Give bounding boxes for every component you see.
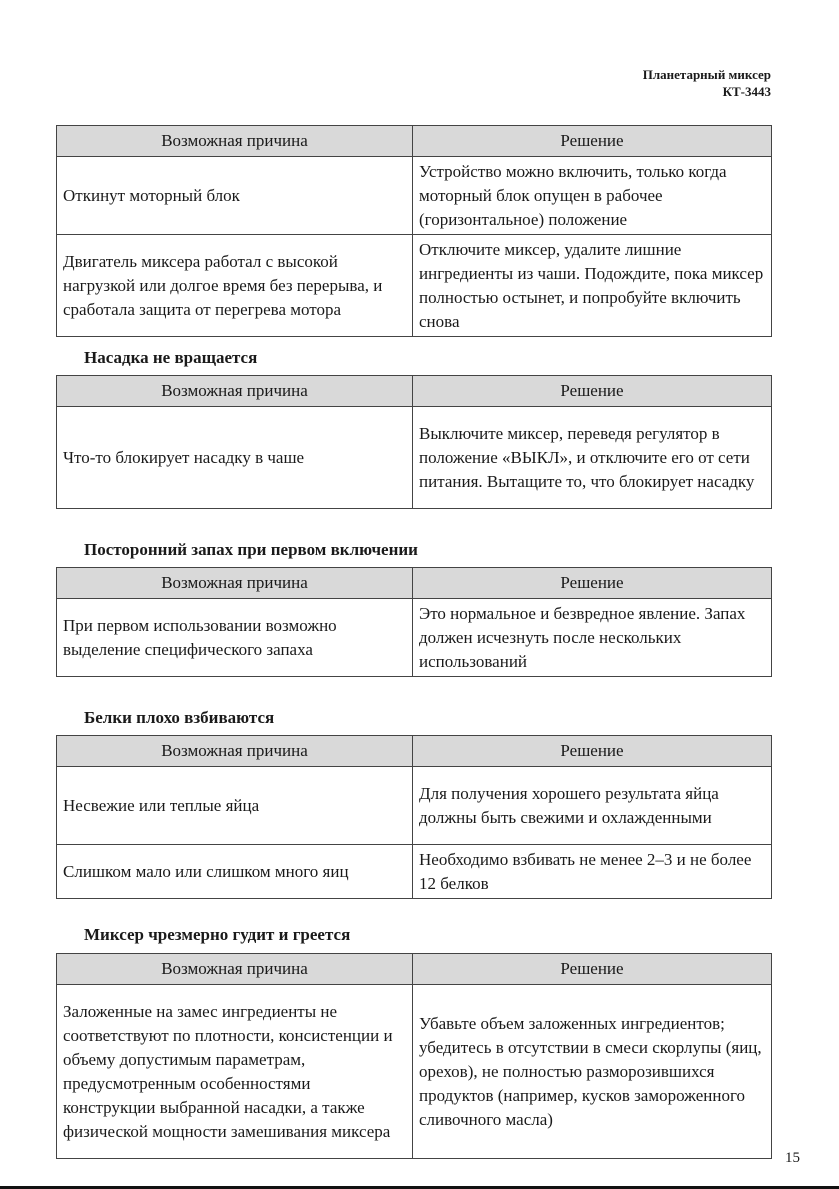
troubleshooting-table-2 <box>56 375 772 509</box>
column-header-solution: Решение <box>413 736 772 767</box>
cause-cell: Двигатель миксера работал с высокой нагрузкой или долгое время без перерыва, и сработала защита от перегрева мотора <box>57 235 413 337</box>
table-header-row <box>57 126 772 157</box>
table-row <box>57 407 772 509</box>
section-title: Насадка не вращается <box>84 348 258 367</box>
header-model: КТ-3443 <box>722 84 771 99</box>
cause-cell: При первом использовании возможно выделение специфического запаха <box>57 599 413 677</box>
solution-cell: Это нормальное и безвредное явление. Запах должен исчезнуть после нескольких использований <box>413 599 772 677</box>
section-title: Белки плохо взбиваются <box>84 708 275 727</box>
table-header-row <box>57 954 772 985</box>
column-header-cause: Возможная причина <box>57 126 413 157</box>
section-title: Миксер чрезмерно гудит и греется <box>84 925 351 944</box>
header-product-name: Планетарный миксер <box>642 67 771 82</box>
solution-cell: Выключите миксер, переведя регулятор в положение «ВЫКЛ», и отключите его от сети питания. Вытащите то, что блокирует насадку <box>413 407 772 509</box>
cause-cell: Заложенные на замес ингредиенты не соответствуют по плотности, консистенции и объему допустимым параметрам, предусмотренным особенностями конструкции выбранной насадки, а также физической мощности замешивания миксера <box>57 985 413 1159</box>
table-row <box>57 157 772 235</box>
troubleshooting-table-5 <box>56 953 772 1159</box>
cause-cell: Несвежие или теплые яйца <box>57 767 413 845</box>
column-header-cause: Возможная причина <box>57 568 413 599</box>
column-header-solution: Решение <box>413 954 772 985</box>
table-row <box>57 599 772 677</box>
solution-cell: Необходимо взбивать не менее 2–3 и не более 12 белков <box>413 845 772 899</box>
cause-cell: Откинут моторный блок <box>57 157 413 235</box>
column-header-cause: Возможная причина <box>57 376 413 407</box>
solution-cell: Для получения хорошего результата яйца должны быть свежими и охлажденными <box>413 767 772 845</box>
table-row <box>57 845 772 899</box>
column-header-solution: Решение <box>413 376 772 407</box>
table-header-row <box>57 376 772 407</box>
solution-cell: Устройство можно включить, только когда моторный блок опущен в рабочее (горизонтальное) положение <box>413 157 772 235</box>
column-header-solution: Решение <box>413 568 772 599</box>
solution-cell: Убавьте объем заложенных ингредиентов; убедитесь в отсутствии в смеси скорлупы (яиц, орехов), не полностью разморозившихся продуктов (например, кусков замороженного сливочного масла) <box>413 985 772 1159</box>
page-header <box>643 66 771 100</box>
troubleshooting-table-4 <box>56 735 772 899</box>
cause-cell: Слишком мало или слишком много яиц <box>57 845 413 899</box>
table-header-row <box>57 736 772 767</box>
table-row <box>57 235 772 337</box>
troubleshooting-table-3 <box>56 567 772 677</box>
solution-cell: Отключите миксер, удалите лишние ингредиенты из чаши. Подождите, пока миксер полностью остынет, и попробуйте включить снова <box>413 235 772 337</box>
table-row <box>57 767 772 845</box>
troubleshooting-table-1 <box>56 125 772 337</box>
column-header-cause: Возможная причина <box>57 736 413 767</box>
column-header-solution: Решение <box>413 126 772 157</box>
table-row <box>57 985 772 1159</box>
table-header-row <box>57 568 772 599</box>
column-header-cause: Возможная причина <box>57 954 413 985</box>
cause-cell: Что-то блокирует насадку в чаше <box>57 407 413 509</box>
page-number: 15 <box>785 1150 800 1166</box>
section-title: Посторонний запах при первом включении <box>84 540 418 559</box>
